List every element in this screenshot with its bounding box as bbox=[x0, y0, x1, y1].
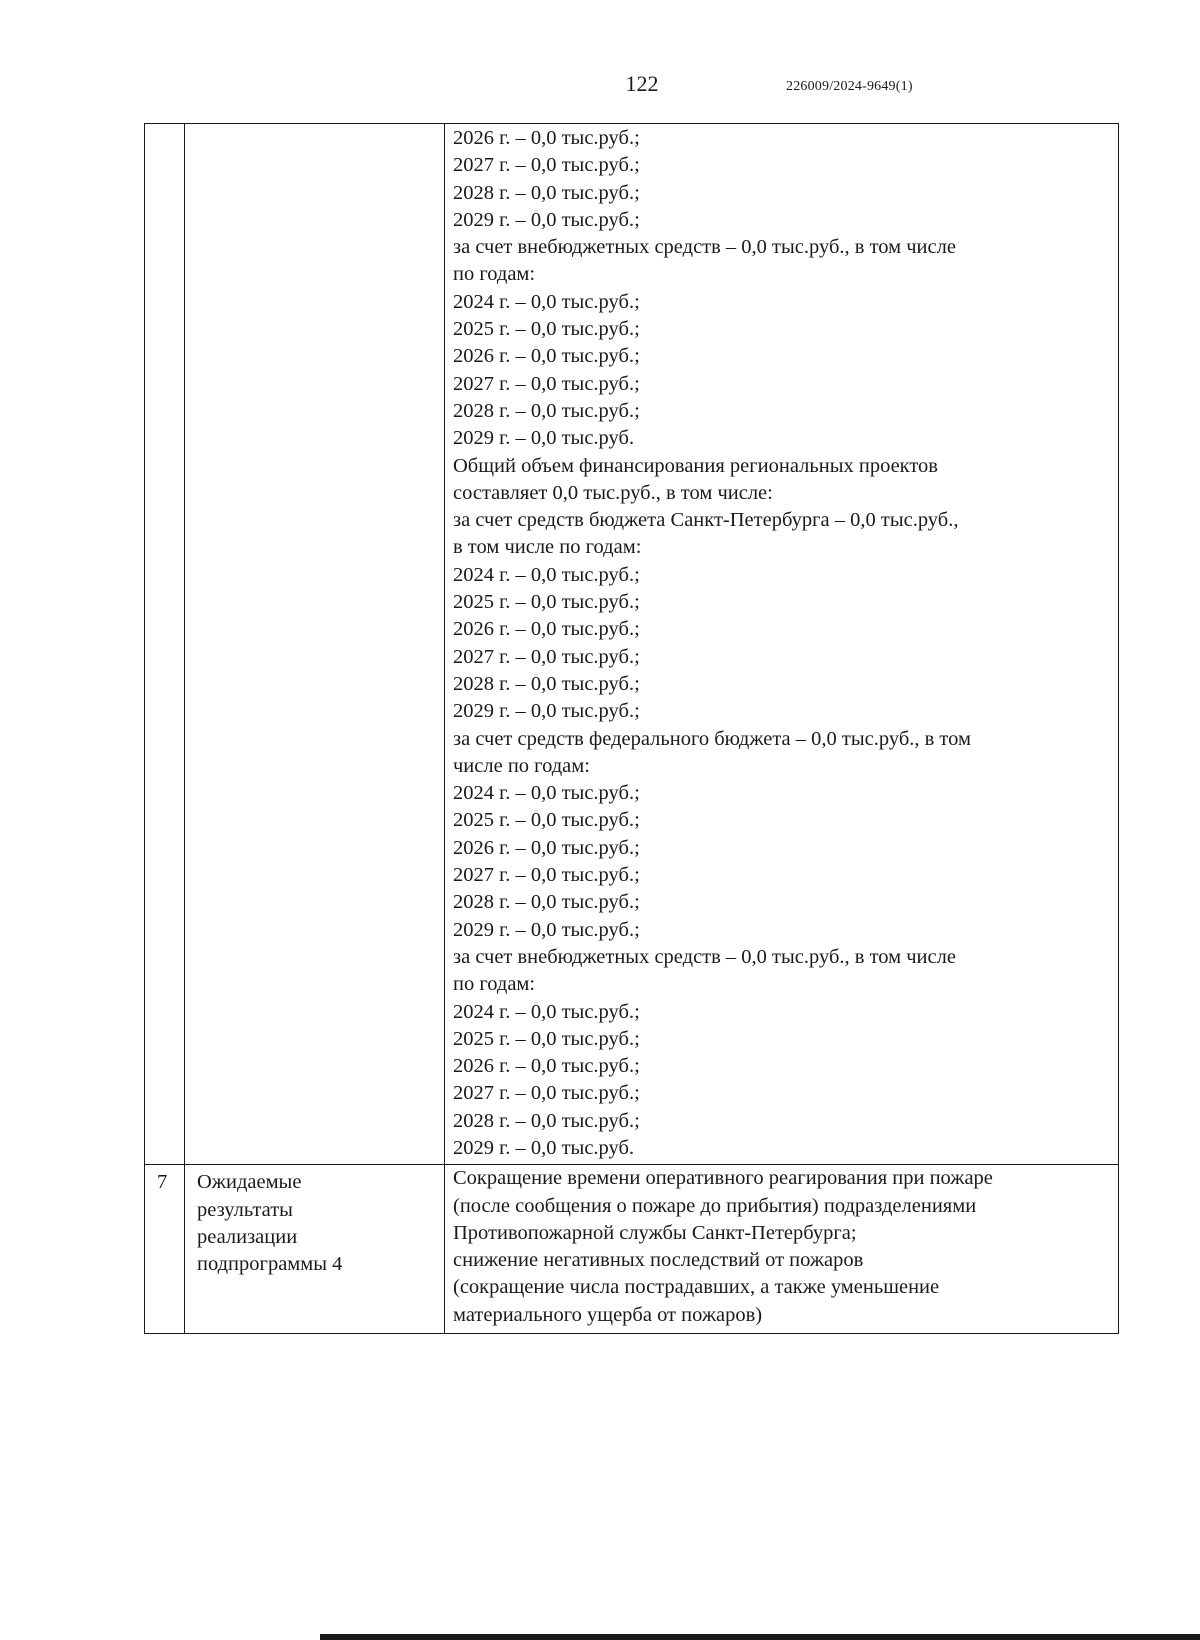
funding-line: 2029 г. – 0,0 тыс.руб.; bbox=[453, 700, 640, 723]
expected-result-line: снижение негативных последствий от пожаров bbox=[453, 1249, 864, 1272]
expected-results-cell bbox=[445, 1165, 1119, 1334]
table-row-continuation bbox=[145, 124, 1119, 1165]
funding-line: 2025 г. – 0,0 тыс.руб.; bbox=[453, 809, 640, 832]
funding-continuation-cell bbox=[445, 124, 1119, 1165]
expected-result-line: Противопожарной службы Санкт-Петербурга; bbox=[453, 1221, 857, 1244]
row-number: 7 bbox=[145, 1165, 185, 1334]
funding-line: 2027 г. – 0,0 тыс.руб.; bbox=[453, 372, 640, 395]
funding-line: в том числе по годам: bbox=[453, 536, 642, 559]
funding-line: за счет внебюджетных средств – 0,0 тыс.руб., в том числе bbox=[453, 236, 956, 259]
funding-line: Общий объем финансирования региональных проектов bbox=[453, 454, 938, 477]
funding-line: 2024 г. – 0,0 тыс.руб.; bbox=[453, 290, 640, 313]
funding-line: 2026 г. – 0,0 тыс.руб.; bbox=[453, 1055, 640, 1078]
funding-line: 2029 г. – 0,0 тыс.руб. bbox=[453, 1136, 635, 1159]
funding-line: составляет 0,0 тыс.руб., в том числе: bbox=[453, 481, 773, 504]
funding-line: 2025 г. – 0,0 тыс.руб.; bbox=[453, 1027, 640, 1050]
funding-line: 2027 г. – 0,0 тыс.руб.; bbox=[453, 645, 640, 668]
row-label bbox=[185, 1165, 445, 1334]
funding-line: 2026 г. – 0,0 тыс.руб.; bbox=[453, 836, 640, 859]
funding-line: 2028 г. – 0,0 тыс.руб.; bbox=[453, 891, 640, 914]
funding-line: числе по годам: bbox=[453, 754, 590, 777]
funding-line: за счет средств бюджета Санкт-Петербурга – 0,0 тыс.руб., bbox=[453, 509, 959, 532]
expected-result-line: материального ущерба от пожаров) bbox=[453, 1303, 763, 1326]
number-cell-empty bbox=[145, 124, 185, 1165]
funding-line: 2025 г. – 0,0 тыс.руб.; bbox=[453, 591, 640, 614]
funding-line: 2027 г. – 0,0 тыс.руб.; bbox=[453, 154, 640, 177]
funding-line: 2028 г. – 0,0 тыс.руб.; bbox=[453, 399, 640, 422]
funding-line: по годам: bbox=[453, 973, 536, 996]
funding-line: 2028 г. – 0,0 тыс.руб.; bbox=[453, 1109, 640, 1132]
funding-line: 2024 г. – 0,0 тыс.руб.; bbox=[453, 782, 640, 805]
funding-line: 2024 г. – 0,0 тыс.руб.; bbox=[453, 563, 640, 586]
document-id: 226009/2024-9649(1) bbox=[786, 79, 913, 94]
expected-result-line: (сокращение числа пострадавших, а также уменьшение bbox=[453, 1276, 940, 1299]
funding-line: 2029 г. – 0,0 тыс.руб. bbox=[453, 427, 635, 450]
funding-line: 2026 г. – 0,0 тыс.руб.; bbox=[453, 345, 640, 368]
expected-result-line: (после сообщения о пожаре до прибытия) подразделениями bbox=[453, 1194, 977, 1217]
funding-line: 2029 г. – 0,0 тыс.руб.; bbox=[453, 208, 640, 231]
row-label-line: подпрограммы 4 bbox=[197, 1253, 343, 1276]
funding-line: 2029 г. – 0,0 тыс.руб.; bbox=[453, 918, 640, 941]
funding-line: 2027 г. – 0,0 тыс.руб.; bbox=[453, 864, 640, 887]
program-passport-table bbox=[144, 123, 1119, 1334]
funding-line: 2027 г. – 0,0 тыс.руб.; bbox=[453, 1082, 640, 1105]
funding-line: за счет внебюджетных средств – 0,0 тыс.руб., в том числе bbox=[453, 945, 956, 968]
row-label-line: реализации bbox=[197, 1225, 298, 1248]
table-row-7 bbox=[145, 1165, 1119, 1334]
funding-line: 2028 г. – 0,0 тыс.руб.; bbox=[453, 181, 640, 204]
funding-line: 2026 г. – 0,0 тыс.руб.; bbox=[453, 127, 640, 149]
row-label-line: результаты bbox=[197, 1198, 293, 1221]
funding-line: 2026 г. – 0,0 тыс.руб.; bbox=[453, 618, 640, 641]
page-number: 122 bbox=[625, 71, 659, 96]
funding-line: 2025 г. – 0,0 тыс.руб.; bbox=[453, 318, 640, 341]
label-cell-empty bbox=[185, 124, 445, 1165]
expected-result-line: Сокращение времени оперативного реагирования при пожаре bbox=[453, 1167, 993, 1190]
funding-line: 2028 г. – 0,0 тыс.руб.; bbox=[453, 672, 640, 695]
funding-line: за счет средств федерального бюджета – 0,0 тыс.руб., в том bbox=[453, 727, 971, 750]
row-label-line: Ожидаемые bbox=[197, 1171, 302, 1194]
scan-bottom-edge-rule bbox=[320, 1634, 1200, 1640]
funding-line: 2024 г. – 0,0 тыс.руб.; bbox=[453, 1000, 640, 1023]
funding-line: по годам: bbox=[453, 263, 536, 286]
